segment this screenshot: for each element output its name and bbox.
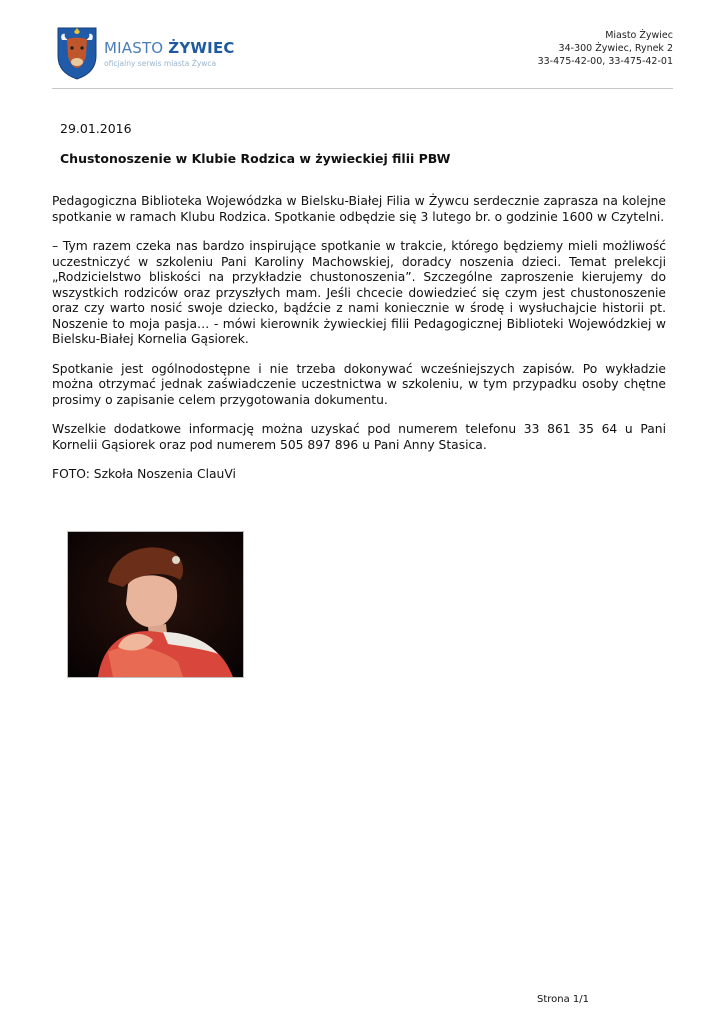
- photo-credit: FOTO: Szkoła Noszenia ClauVi: [52, 467, 236, 481]
- article-title: Chustonoszenie w Klubie Rodzica w żywieckiej filii PBW: [60, 151, 451, 166]
- page-number: Strona 1/1: [537, 994, 590, 1005]
- contact-line-phones: 33-475-42-00, 33-475-42-01: [537, 56, 673, 67]
- logo-subtitle: oficjalny serwis miasta Żywca: [104, 58, 217, 68]
- article-paragraph: Wszelkie dodatkowe informację można uzyskać pod numerem telefonu 33 861 35 64 u Pani Kornelii Gąsiorek oraz pod numerem 505 897 896 u Pani Anny Stasica.: [52, 422, 666, 452]
- header-divider: [52, 88, 673, 89]
- site-logo[interactable]: [56, 26, 235, 80]
- logo-title-bold: ŻYWIEC: [168, 38, 235, 57]
- city-crest-icon: [56, 26, 98, 80]
- article-body: [52, 194, 666, 497]
- contact-line-address: 34-300 Żywiec, Rynek 2: [558, 43, 673, 54]
- article-paragraph: Pedagogiczna Biblioteka Wojewódzka w Bielsku-Białej Filia w Żywcu serdecznie zaprasza na kolejne spotkanie w ramach Klubu Rodzica. Spotkanie odbędzie się 3 lutego br. o godzinie 1600 w Czytelni.: [52, 194, 666, 224]
- logo-title-plain: MIASTO: [104, 38, 169, 57]
- article-paragraph: Spotkanie jest ogólnodostępne i nie trzeba dokonywać wcześniejszych zapisów. Po wykładzie można otrzymać jednak zaświadczenie uczestnictwa w szkoleniu, w tym przypadku osoby chętne prosimy o zapisanie celem przygotowania dokumentu.: [52, 361, 666, 407]
- logo-title: [104, 39, 235, 57]
- contact-line-city: Miasto Żywiec: [605, 30, 673, 41]
- contact-block: [538, 29, 673, 68]
- article-photo: [67, 531, 244, 678]
- article-date: 29.01.2016: [60, 121, 132, 136]
- article-paragraph: – Tym razem czeka nas bardzo inspirujące spotkanie w trakcie, którego będziemy mieli możliwość uczestniczyć w szkoleniu Pani Karoliny Machowskiej, doradcy noszenia dzieci. Temat prelekcji „Rodzicielstwo bliskości na przykładzie chustonoszenia”. Szczególne zaproszenie kierujemy do wszystkich rodziców oraz przyszłych mam. Jeśli chcecie dowiedzieć się czym jest chustonoszenie oraz czy warto nosić swoje dziecko, bądźcie z nami koniecznie w środę i wysłuchajcie historii pt. Noszenie to moja pasja… - mówi kierownik żywieckiej filii Pedagogicznej Biblioteki Wojewódzkiej w Bielsku-Białej Kornelia Gąsiorek.: [52, 239, 666, 346]
